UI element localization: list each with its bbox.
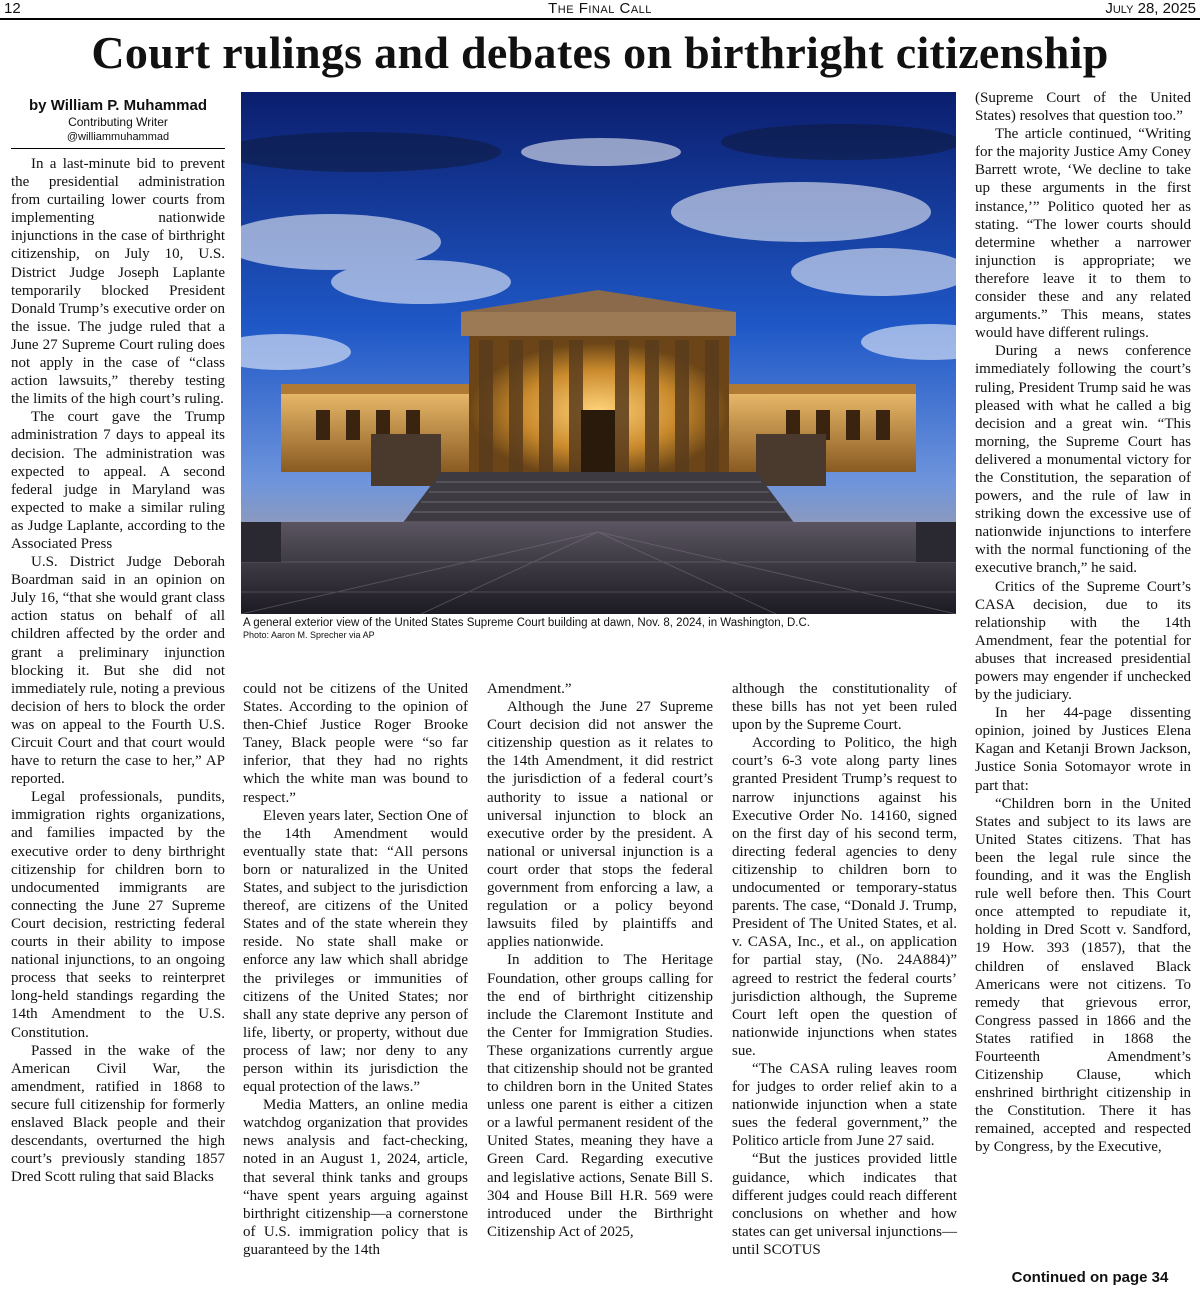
headline: Court rulings and debates on birthright citizenship (91, 27, 1109, 78)
continued-link[interactable]: Continued on page 34 (1011, 1269, 1169, 1286)
paragraph: “Children born in the United States and subject to its laws are United States citizens. That has been the legal rule since the founding, and it was the English rule well before then. This Court once attempted to repudiate it, holding in Dred Scott v. Sandford, 19 How. 393 (1857), that the children of enslaved Black Americans were not citizens. To remedy that grievous error, Congress passed in 1866 and the States ratified in 1868 the Fourteenth Amendment’s Citizenship Clause, which enshrined birthright citizenship in the Constitution. There it has remained, accepted and respected by Congress, by the Executive, (975, 795, 1191, 1156)
author-role: Contributing Writer (68, 115, 168, 129)
paragraph: could not be citizens of the United States. According to the opinion of then-Chief Justice Roger Brooke Taney, Black people were “so far inferior, that they had no rights which the white man was bound to respect.” (243, 681, 468, 806)
author-handle: @williammuhammad (66, 131, 170, 143)
byline-rule (11, 148, 225, 149)
paragraph: The article continued, “Writing for the majority Justice Amy Coney Barrett wrote, ‘We decline to take up these arguments in the first instance,’” Politico quoted her as stating. “The lower courts should determine whether a narrower injunction is appropriate; we therefore leave it to them to consider these and any related arguments.” This means, states would have different rulings. (975, 126, 1191, 342)
paragraph: Although the June 27 Supreme Court decision did not answer the citizenship question as it relates to the 14th Amendment, it did restrict the jurisdiction of a federal court’s authority to issue a national or universal injunction to block an executive order by the president. A national or universal injunction is a court order that stops the federal government from enforcing a law, a regulation or a policy beyond lawsuits filed by plaintiffs and applies nationwide. (487, 699, 713, 951)
paragraph: In her 44-page dissenting opinion, joined by Justices Elena Kagan and Ketanji Brown Jackson, Justice Sonia Sotomayor wrote in part that: (975, 705, 1191, 794)
paragraph: The court gave the Trump administration 7 days to appeal its decision. The administration was expected to appeal. A second federal judge in Maryland was expected to make a similar ruling as Judge Laplante, according to the Associated Press (11, 409, 225, 552)
paragraph: Eleven years later, Section One of the 14th Amendment would eventually state that: “All persons born or naturalized in the United States, and subject to the jurisdiction thereof, are citizens of the United States and of the state wherein they reside. No state shall make or enforce any law which shall abridge the privileges or immunities of citizens of the United States; nor shall any state deprive any person of life, liberty, or property, without due process of law; nor deny to any person within its jurisdiction the equal protection of the laws.” (243, 807, 468, 1096)
paragraph: U.S. District Judge Deborah Boardman said in an opinion on July 16, “that she would grant class action status on behalf of all children affected by the order and grant a preliminary injunction blocking it. But she did not immediately rule, noting a previous decision of hers to block the order was on appeal to the Fourth U.S. Circuit Court and that court would have to return the case to her,” AP reported. (11, 554, 225, 788)
page-number: 12 (4, 0, 21, 17)
paragraph: According to Politico, the high court’s 6-3 vote along party lines granted President Trump’s request to narrow injunctions against his Executive Order No. 14160, signed on the first day of his second term, directing federal agencies to deny citizenship to children born to undocumented or temporary-status parents. The case, “Donald J. Trump, President of The United States, et al. v. CASA, Inc., et al., on application for partial stay, (No. 24A884)” agreed to restrict the federal courts’ jurisdiction although, the Supreme Court left open the question of nationwide injunctions when states sue. (732, 735, 957, 1059)
issue-date: July 28, 2025 (1105, 0, 1196, 17)
photo-credit: Photo: Aaron M. Sprecher via AP (243, 630, 375, 640)
paragraph: In a last-minute bid to prevent the presidential administration from curtailing lower courts from implementing nationwide injunctions in the case of birthright citizenship, on July 10, U.S. District Judge Joseph Laplante temporarily blocked President Donald Trump’s executive order on the issue. The judge ruled that a June 27 Supreme Court ruling does not apply in the case of “class action lawsuits,” thereby testing the limits of the high court’s ruling. (11, 156, 225, 408)
page-header (0, 0, 1200, 18)
article-column-2 (243, 680, 468, 1259)
paragraph: Legal professionals, pundits, immigration rights organizations, and families impacted by the executive order to deny birthright citizenship for children born to undocumented immigrants are connecting the June 27 Supreme Court decision, restricting federal courts in their ability to impose national injunctions, to an ongoing process that seeks to reinterpret long-held standings regarding the 14th Amendment to the U.S. Constitution. (11, 789, 225, 1041)
photo-caption (243, 617, 955, 641)
paragraph: (Supreme Court of the United States) resolves that question too.” (975, 90, 1191, 125)
publication-name: The Final Call (548, 0, 652, 17)
article-column-4 (732, 680, 957, 1259)
paragraph: “But the justices provided little guidance, which indicates that different judges could reach different conclusions on whether and how states can get universal injunctions—until SCOTUS (732, 1151, 957, 1258)
paragraph: Amendment.” (487, 681, 572, 697)
supreme-court-photo (241, 92, 956, 614)
paragraph: During a news conference immediately following the court’s ruling, President Trump said he was pleased with what he called a big decision and a great win. “This morning, the Supreme Court has delivered a monumental victory for the Constitution, the separation of powers, and the rule of law in striking down the excessive use of nationwide injunctions to interfere with the normal functioning of the executive branch,” he said. (975, 343, 1191, 577)
paragraph: Critics of the Supreme Court’s CASA decision, due to its relationship with the 14th Amendment, fear the potential for abuses that increased presidential powers may engender if unchecked by the judiciary. (975, 578, 1191, 704)
article-column-1 (11, 97, 225, 1186)
caption-text: A general exterior view of the United States Supreme Court building at dawn, Nov. 8, 2024, in Washington, D.C. (243, 617, 810, 629)
header-rule (0, 18, 1200, 20)
byline (11, 97, 225, 144)
article-column-5 (975, 89, 1191, 1157)
paragraph: Passed in the wake of the American Civil War, the amendment, ratified in 1868 to secure full citizenship for formerly enslaved Black people and their descendants, overturned the high court’s previously standing 1857 Dred Scott ruling that said Blacks (11, 1042, 225, 1186)
paragraph: “The CASA ruling leaves room for judges to order relief akin to a nationwide injunction when a state sues the federal government,” the Politico article from June 27 said. (732, 1060, 957, 1150)
paragraph: Media Matters, an online media watchdog organization that provides news analysis and fact-checking, noted in an August 1, 2024, article, that several think tanks and groups “have spent years arguing against birthright citizenship—a cornerstone of U.S. immigration policy that is guaranteed by the 14th (243, 1097, 468, 1258)
paragraph: although the constitutionality of these bills has not yet been ruled upon by the Supreme Court. (732, 681, 957, 734)
paragraph: In addition to The Heritage Foundation, other groups calling for the end of birthright citizenship include the Claremont Institute and the Center for Immigration Studies. These organizations currently argue that citizenship should not be granted to children born in the United States unless one parent is either a citizen or a lawful permanent resident of the United States, meaning they have a Green Card. Regarding executive and legislative actions, Senate Bill S. 304 and House Bill H.R. 569 were introduced under the Birthright Citizenship Act of 2025, (487, 952, 713, 1240)
author-name: by William P. Muhammad (29, 97, 207, 114)
article-column-3 (487, 680, 713, 1241)
